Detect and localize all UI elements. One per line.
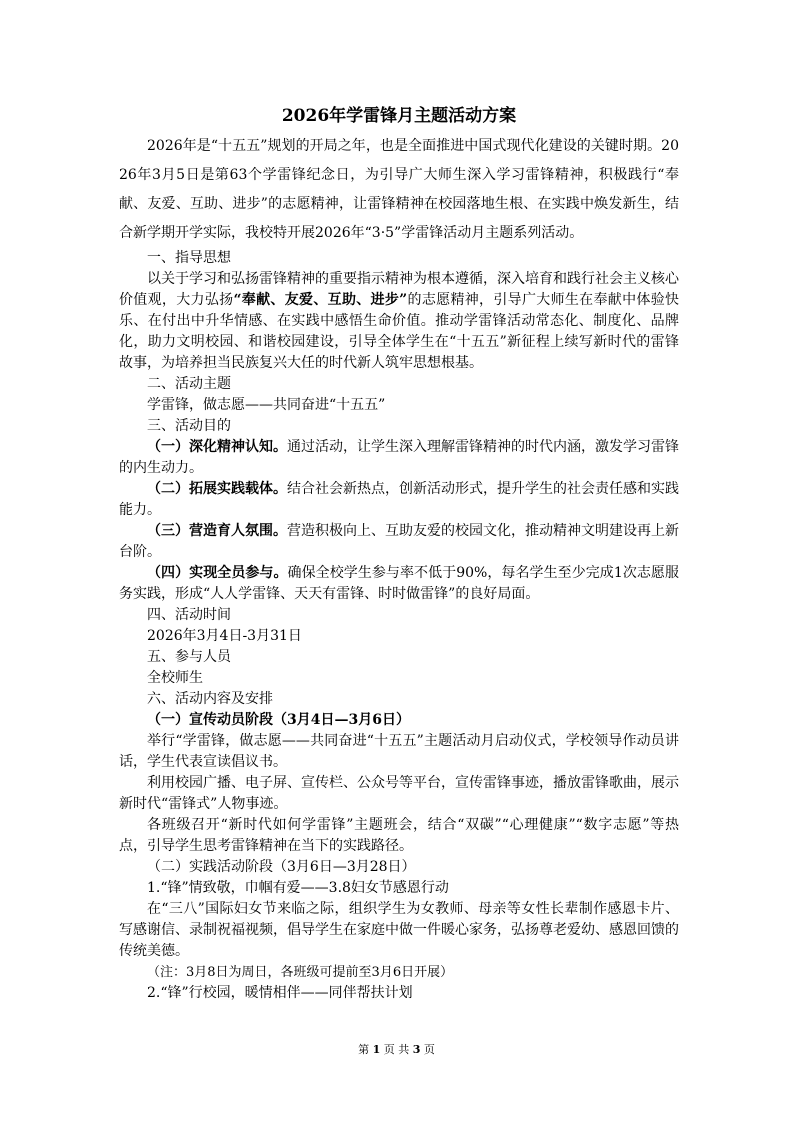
goal-text: 营造积极向上、互助友爱的校园文化，推动精神文明建设再上新台阶。 [119, 523, 679, 560]
guiding-ideology-text-a: 以关于学习和弘扬雷锋精神的重要指示精神为根本遵循，深入培育和践行社会主义核心价值观，大力弘扬 [119, 271, 679, 308]
mobilization-item: 利用校园广播、电子屏、宣传栏、公众号等平台，宣传雷锋事迹，播放雷锋歌曲，展示新时代“雷锋式”人物事迹。 [119, 775, 679, 812]
phase-heading-mobilization: （一）宣传动员阶段（3月4日—3月6日） [147, 712, 410, 728]
section-heading-guiding-ideology: 一、指导思想 [147, 250, 231, 266]
mobilization-item: 举行“学雷锋，做志愿——共同奋进“十五五”主题活动月启动仪式，学校领导作动员讲话，学生代表宣读倡议书。 [119, 733, 679, 770]
goal-label: （二）拓展实践载体。 [147, 481, 287, 497]
document-title: 2026年学雷锋月主题活动方案 [281, 106, 517, 126]
intro-paragraph: 2026年是“十五五”规划的开局之年，也是全面推进中国式现代化建设的关键时期。2026年3月5日是第63个学雷锋纪念日，为引导广大师生深入学习雷锋精神，积极践行“奉献、友爱、互助、进步”的志愿精神，让雷锋精神在校园落地生根、在实践中焕发新生，结合新学期开学实际，我校特开展2026年“3·5”学雷锋活动月主题系列活动。 [119, 138, 679, 241]
activity-title-peer-support: 2.“锋”行校园，暖情相伴——同伴帮扶计划 [147, 985, 413, 1001]
guiding-ideology-text-b: 的志愿精神，引导广大师生在奉献中体验快乐、在付出中升华情感、在实践中感悟生命价值。推动学雷锋活动常态化、制度化、品牌化，助力文明校园、和谐校园建设，引导全体学生在“十五五”新征程上续写新时代的雷锋故事，为培养担当民族复兴大任的时代新人筑牢思想根基。 [119, 292, 680, 371]
goal-text: 结合社会新热点，创新活动形式，提升学生的社会责任感和实践能力。 [119, 481, 679, 518]
footer-suffix: 页 [423, 1043, 435, 1056]
section-heading-purpose: 三、活动目的 [147, 418, 231, 434]
goal-label: （一）深化精神认知。 [147, 439, 287, 455]
goal-label: （三）营造育人氛围。 [147, 523, 287, 539]
theme-text: 学雷锋，做志愿——共同奋进“十五五” [147, 397, 386, 413]
activity-time-text: 2026年3月4日-3月31日 [147, 628, 302, 644]
participants-text: 全校师生 [147, 670, 203, 686]
volunteer-spirit-keywords: “奉献、友爱、互助、进步” [233, 292, 408, 308]
page-footer [0, 1043, 793, 1057]
goal-text: 确保全校学生参与率不低于90%，每名学生至少完成1次志愿服务实践，形成“人人学雷锋、天天有雷锋、时时做雷锋”的良好局面。 [119, 565, 679, 602]
guiding-ideology-paragraph [119, 269, 679, 374]
goal-item [119, 563, 679, 605]
mobilization-item: 各班级召开“新时代如何学雷锋”主题班会，结合“双碳”“心理健康”“数字志愿”等热点，引导学生思考雷锋精神在当下的实践路径。 [119, 817, 679, 854]
goal-item [119, 437, 679, 479]
footer-middle: 页 共 [383, 1043, 410, 1056]
goal-item [119, 521, 679, 563]
goal-label: （四）实现全员参与。 [147, 565, 288, 581]
activity-text-womens-day: 在“三八”国际妇女节来临之际，组织学生为女教师、母亲等女性长辈制作感恩卡片、写感谢信、录制祝福视频，倡导学生在家庭中做一件暖心家务，弘扬尊老爱幼、感恩回馈的传统美德。 [119, 901, 679, 959]
section-heading-arrangement: 六、活动内容及安排 [147, 691, 273, 707]
section-heading-theme: 二、活动主题 [147, 376, 231, 392]
activity-note: （注：3月8日为周日，各班级可提前至3月6日开展） [147, 965, 454, 980]
phase-heading-practice: （二）实践活动阶段（3月6日—3月28日） [147, 859, 416, 875]
total-page-count: 3 [412, 1043, 421, 1056]
section-heading-participants: 五、参与人员 [147, 649, 231, 665]
goal-text: 通过活动，让学生深入理解雷锋精神的时代内涵，激发学习雷锋的内生动力。 [119, 439, 679, 476]
activity-title-womens-day: 1.“锋”情致敬，巾帼有爱——3.8妇女节感恩行动 [147, 880, 449, 896]
footer-prefix: 第 [358, 1043, 370, 1056]
current-page-number: 1 [372, 1043, 381, 1056]
section-heading-time: 四、活动时间 [147, 607, 231, 623]
document-body [119, 104, 679, 1004]
goal-item [119, 479, 679, 521]
